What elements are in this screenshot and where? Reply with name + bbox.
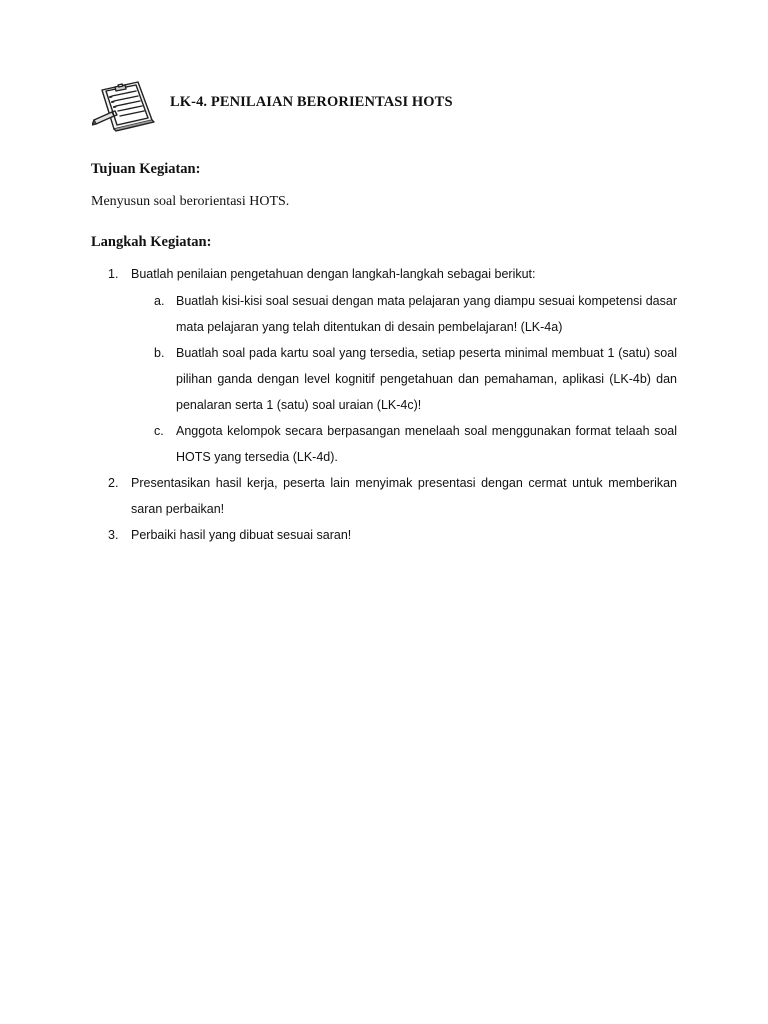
sub-item-text: Anggota kelompok secara berpasangan menelaah soal menggunakan format telaah soal HOTS yang tersedia (LK-4d). (176, 424, 677, 464)
list-item-text: Buatlah penilaian pengetahuan dengan langkah-langkah sebagai berikut: (131, 267, 536, 281)
list-item-text: Presentasikan hasil kerja, peserta lain menyimak presentasi dengan cermat untuk memberikan saran perbaikan! (131, 476, 677, 516)
tujuan-heading: Tujuan Kegiatan: (91, 161, 201, 177)
document-title: LK-4. PENILAIAN BERORIENTASI HOTS (170, 94, 453, 110)
clipboard-icon (92, 76, 158, 132)
sub-item-text: Buatlah soal pada kartu soal yang tersedia, setiap peserta minimal membuat 1 (satu) soal pilihan ganda dengan level kognitif pengetahuan dan pemahaman, aplikasi (LK-4b) dan penalaran serta 1 (satu) soal uraian (LK-4c)! (176, 346, 677, 412)
sub-item-text: Buatlah kisi-kisi soal sesuai dengan mata pelajaran yang diampu sesuai kompetensi dasar mata pelajaran yang telah ditentukan di desain pembelajaran! (LK-4a) (176, 294, 677, 334)
sub-item-letter: b. (154, 346, 165, 360)
document-header (92, 76, 692, 136)
list-item-number: 1. (108, 267, 119, 281)
langkah-heading: Langkah Kegiatan: (91, 234, 212, 250)
list-item-number: 3. (108, 528, 119, 542)
sub-item-letter: a. (154, 294, 165, 308)
list-item-number: 2. (108, 476, 119, 490)
list-item-text: Perbaiki hasil yang dibuat sesuai saran! (131, 528, 352, 542)
tujuan-text: Menyusun soal berorientasi HOTS. (91, 194, 290, 209)
sub-item-letter: c. (154, 424, 164, 438)
